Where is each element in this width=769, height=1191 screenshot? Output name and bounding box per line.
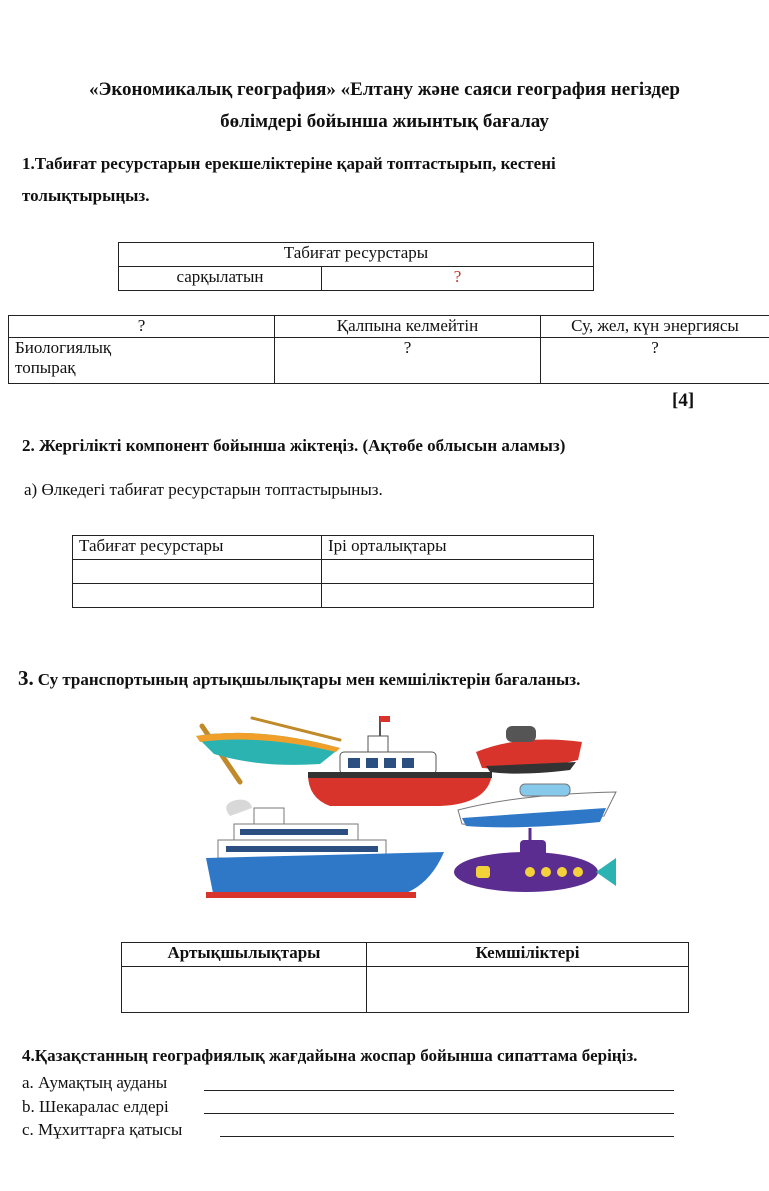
q1-cell-r2c1-line2: топырақ	[15, 358, 76, 377]
q2-table	[72, 535, 594, 608]
jet-ski-icon	[476, 726, 582, 774]
tug-boat-icon	[308, 716, 492, 806]
q2-table-col1: Табиғат ресурстары	[73, 536, 322, 560]
q1-table-top-header: Табиғат ресурстары	[119, 243, 594, 267]
q1-cell-r2c1	[9, 338, 275, 384]
q4-answer-line-c[interactable]	[220, 1136, 674, 1137]
q1-cell-r2c1-line1: Биологиялық	[15, 338, 112, 357]
water-transport-illustration	[190, 712, 630, 912]
q1-table-top-col2[interactable]: ?	[322, 267, 594, 291]
q1-text-line1: 1.Табиғат ресурстарын ерекшеліктеріне қарай топтастырып, кестені	[22, 154, 556, 173]
q4-answer-line-b[interactable]	[204, 1113, 674, 1114]
q1-cell-r2c3[interactable]: ?	[541, 338, 769, 384]
submarine-icon	[454, 828, 616, 892]
q2-table-cell[interactable]	[322, 584, 594, 608]
q1-cell-r2c2[interactable]: ?	[275, 338, 541, 384]
q4-item-c: c. Мұхиттарға қатысы	[22, 1120, 183, 1139]
q3-table-col1: Артықшылықтары	[122, 943, 367, 967]
q2-text: 2. Жергілікті компонент бойынша жіктеңіз. (Ақтөбе облысын аламыз)	[22, 436, 566, 455]
q2-table-cell[interactable]	[73, 584, 322, 608]
q4-answer-line-a[interactable]	[204, 1090, 674, 1091]
q3-table-cell[interactable]	[122, 967, 367, 1013]
q4-item-b: b. Шекаралас елдері	[22, 1097, 169, 1116]
q3-heading	[18, 666, 580, 691]
cruise-ship-icon	[206, 800, 444, 898]
page-subtitle: бөлімдері бойынша жиынтық бағалау	[220, 111, 549, 132]
q3-text: Су транспортының артықшылықтары мен кемшіліктерін бағаланыз.	[37, 670, 581, 689]
q2-sub-a: а) Өлкедегі табиғат ресурстарын топтастырыныз.	[24, 480, 383, 499]
q1-table-bottom	[8, 315, 769, 384]
q1-table-top-col1: сарқылатын	[119, 267, 322, 291]
q1-score: [4]	[672, 390, 695, 411]
q1-cell-r1c3: Су, жел, күн энергиясы	[541, 316, 769, 338]
q3-number: 3.	[18, 666, 34, 690]
q1-cell-r1c1[interactable]: ?	[9, 316, 275, 338]
q4-text: 4.Қазақстанның географиялық жағдайына жоспар бойынша сипаттама беріңіз.	[22, 1046, 638, 1065]
q3-table-cell[interactable]	[367, 967, 689, 1013]
q2-table-cell[interactable]	[322, 560, 594, 584]
q4-item-a: a. Аумақтың ауданы	[22, 1073, 168, 1092]
q1-text-line2: толықтырыңыз.	[22, 186, 150, 205]
page-title: «Экономикалық география» «Елтану және саяси география негіздер	[88, 79, 681, 100]
q3-table	[121, 942, 689, 1013]
q1-table-top	[118, 242, 594, 291]
q1-cell-r1c2: Қалпына келмейтін	[275, 316, 541, 338]
q3-table-col2: Кемшіліктері	[367, 943, 689, 967]
q2-table-cell[interactable]	[73, 560, 322, 584]
q2-table-col2: Ірі орталықтары	[322, 536, 594, 560]
